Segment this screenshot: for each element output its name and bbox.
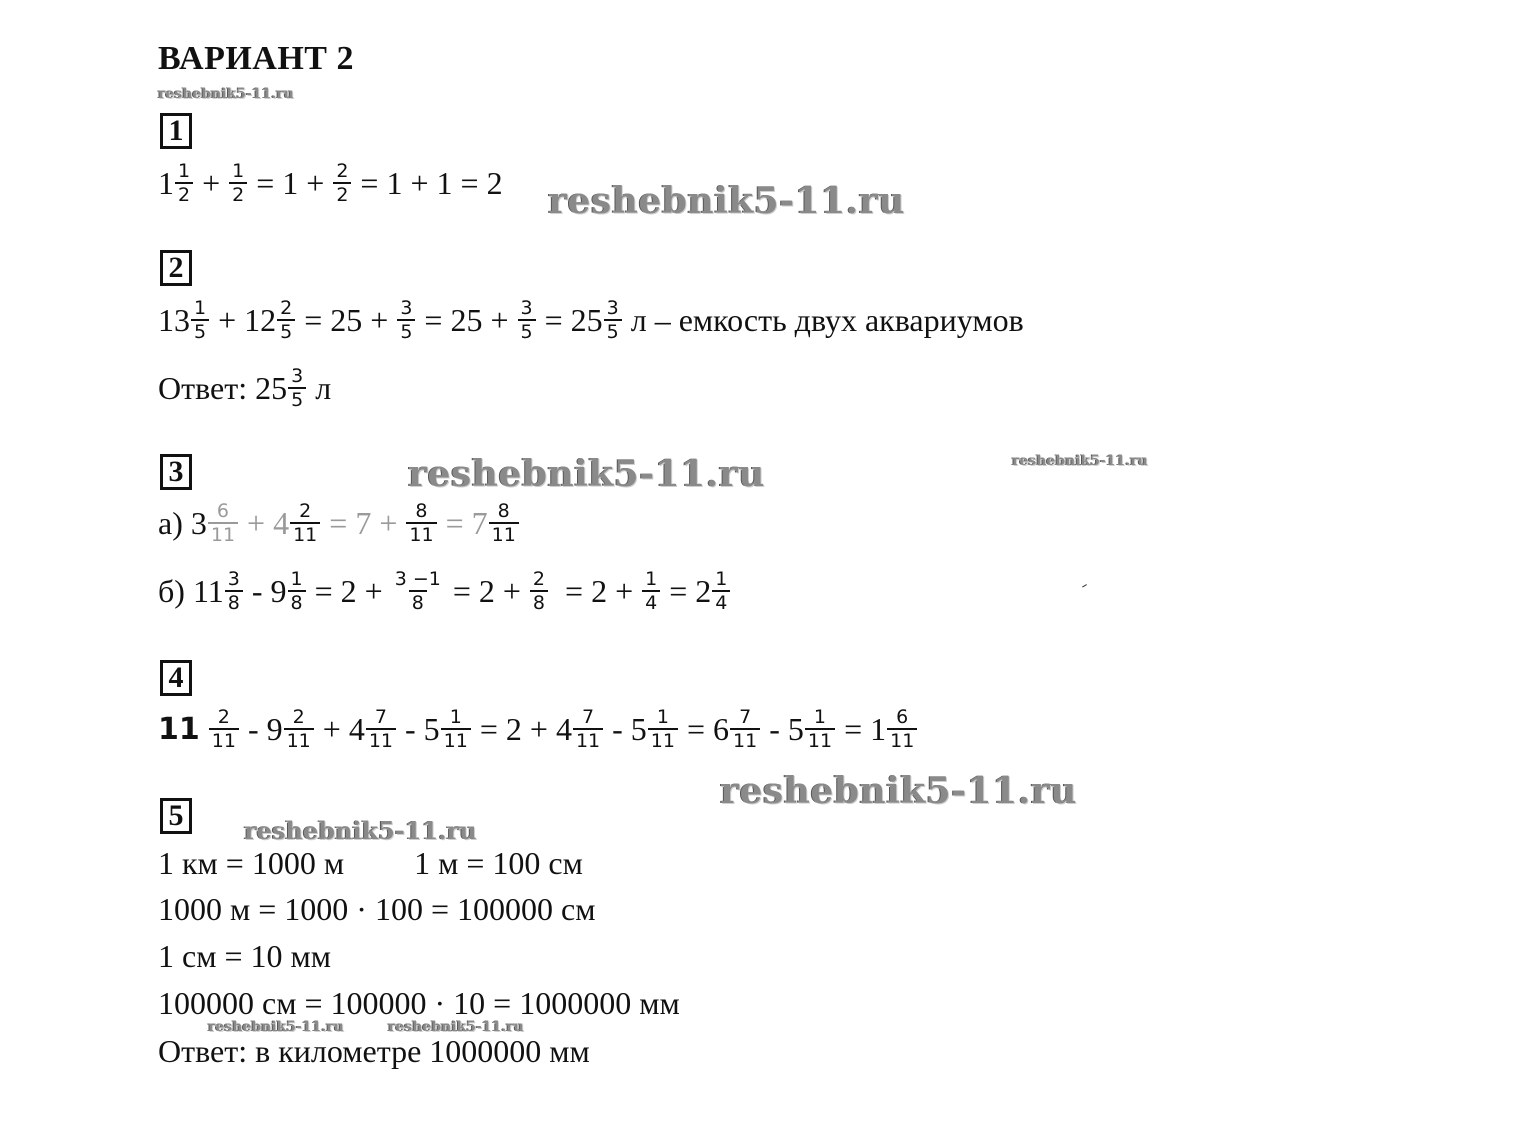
text: = 2 [661, 572, 712, 609]
task2-equation [158, 297, 1024, 343]
text: = 25 + [296, 301, 397, 338]
task3-part-b [158, 568, 731, 614]
text: - 5 [761, 710, 804, 747]
text: 1 м = 100 см [414, 845, 583, 881]
task5-answer: Ответ: в километре 1000000 мм [158, 1033, 590, 1069]
fraction: $\frac{2}{5}$ [277, 297, 295, 343]
task-number-5: 5 [160, 798, 192, 834]
fraction: $\frac{2}{11}$ [290, 500, 320, 546]
text: + 4 [314, 710, 365, 747]
text: 1 [158, 164, 174, 201]
text: 11 [158, 711, 200, 747]
watermark: reshebnik5-11.ru [548, 180, 905, 222]
text: = 25 [536, 301, 603, 338]
fraction: $\frac{8}{11}$ [489, 500, 519, 546]
fraction: $\frac{1}{8}$ [288, 568, 306, 614]
fraction: $\frac{6}{11}$ [208, 500, 238, 546]
text: - 5 [604, 710, 647, 747]
text: = 2 + 4 [471, 710, 572, 747]
text: = 25 + [416, 301, 517, 338]
text: Ответ: 25 [158, 369, 288, 406]
text: + 4 [239, 504, 290, 541]
text: = 1 + 1 = 2 [360, 164, 503, 201]
fraction: $\frac{3 -1}{8}$ [394, 568, 441, 614]
watermark: reshebnik5-11.ru [208, 1019, 344, 1035]
task1-equation [158, 160, 503, 206]
task-number-4: 4 [160, 660, 192, 696]
text: + 12 [210, 301, 277, 338]
fraction: $\frac{7}{11}$ [573, 706, 603, 752]
fraction: $\frac{6}{11}$ [887, 706, 917, 752]
task5-line-1 [158, 845, 583, 882]
watermark: reshebnik5-11.ru [1012, 453, 1148, 469]
fraction: $\frac{8}{11}$ [406, 500, 436, 546]
text: - 9 [239, 710, 283, 747]
fraction: $\frac{2}{11}$ [209, 706, 239, 752]
fraction: $\frac{2}{11}$ [284, 706, 314, 752]
text: = 7 [437, 504, 488, 541]
fraction: $\frac{2}{8}$ [530, 568, 548, 614]
fraction: $\frac{3}{5}$ [288, 365, 306, 411]
text: л – емкость двух аквариумов [622, 301, 1024, 338]
text: л [307, 369, 332, 406]
fraction: $\frac{1}{2}$ [175, 160, 193, 206]
text: = 2 + [444, 572, 529, 609]
fraction: $\frac{3}{5}$ [518, 297, 536, 343]
text: - 9 [243, 572, 287, 609]
fraction: $\frac{1}{11}$ [805, 706, 835, 752]
text: + [202, 164, 221, 201]
text: а) 3 [158, 504, 207, 541]
watermark: reshebnik5-11.ru [244, 816, 477, 845]
text: 1 км = 1000 м [158, 845, 345, 881]
text: = 2 + [306, 572, 391, 609]
text: = 1 + [256, 164, 325, 201]
task-number-2: 2 [160, 250, 192, 286]
task5-line-4: 100000 см = 100000 · 10 = 1000000 мм [158, 985, 680, 1021]
text: 13 [158, 301, 190, 338]
fraction: $\frac{3}{8}$ [225, 568, 243, 614]
page-title: ВАРИАНТ 2 [158, 40, 354, 77]
watermark: reshebnik5-11.ru [720, 770, 1077, 812]
fraction: $\frac{1}{5}$ [191, 297, 209, 343]
watermark: reshebnik5-11.ru [388, 1019, 524, 1035]
task4-equation [158, 706, 918, 752]
fraction: $\frac{7}{11}$ [730, 706, 760, 752]
fraction: $\frac{1}{2}$ [229, 160, 247, 206]
task-number-1: 1 [160, 113, 192, 149]
fraction: $\frac{1}{4}$ [642, 568, 660, 614]
task-number-3: 3 [160, 454, 192, 490]
watermark: reshebnik5-11.ru [158, 86, 294, 102]
fraction: $\frac{7}{11}$ [366, 706, 396, 752]
text: б) 11 [158, 572, 224, 609]
stray-mark [1082, 584, 1089, 591]
fraction: $\frac{3}{5}$ [397, 297, 415, 343]
fraction: $\frac{2}{2}$ [333, 160, 351, 206]
watermark: reshebnik5-11.ru [408, 453, 765, 495]
text: = 2 + [549, 572, 642, 609]
text: = 7 + [321, 504, 406, 541]
text: = 6 [678, 710, 730, 747]
fraction: $\frac{3}{5}$ [604, 297, 622, 343]
fraction: $\frac{1}{11}$ [648, 706, 678, 752]
fraction: $\frac{1}{4}$ [712, 568, 730, 614]
text: = 1 [836, 710, 887, 747]
fraction: $\frac{1}{11}$ [441, 706, 471, 752]
task5-line-3: 1 см = 10 мм [158, 938, 331, 974]
task2-answer [158, 365, 331, 411]
task5-line-2: 1000 м = 1000 · 100 = 100000 см [158, 891, 596, 927]
task3-part-a [158, 500, 520, 546]
text: - 5 [397, 710, 440, 747]
